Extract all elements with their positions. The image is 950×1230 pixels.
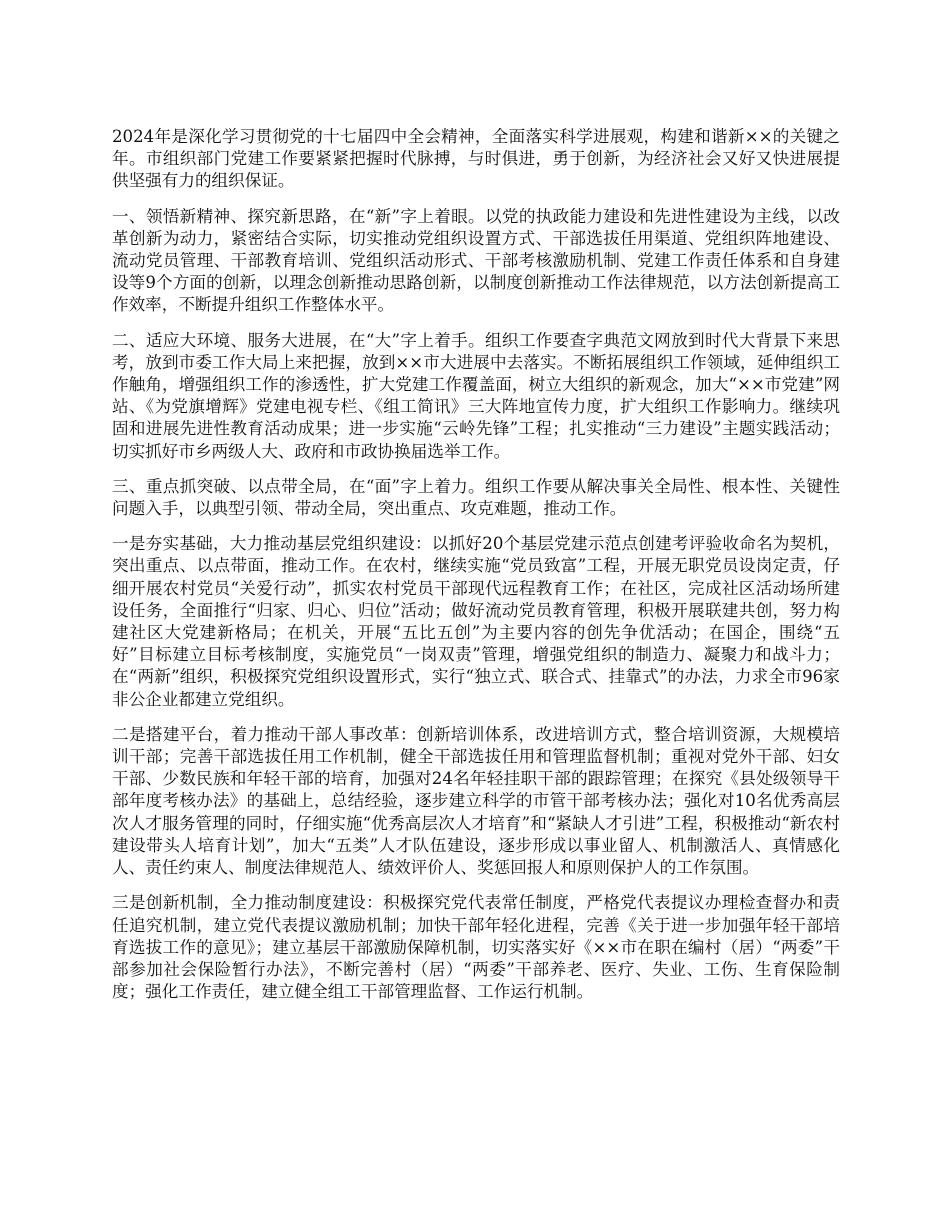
paragraph-point-1: 一是夯实基础，大力推动基层党组织建设：以抓好20个基层党建示范点创建考评验收命名为契机，突出重点、以点带面，推动工作。在农村，继续实施“党员致富”工程，开展无职党员设岗定责，仔细开展农村党员“关爱行动”，抓实农村党员干部现代远程教育工作；在社区，完成社区活动场所建设任务，全面推行“归家、归心、归位”活动；做好流动党员教育管理，积极开展联建共创，努力构建社区大党建新格局；在机关，开展“五比五创”为主要内容的创先争优活动；在国企，围绕“五好”目标建立目标考核制度，实施党员“一岗双责”管理，增强党组织的制造力、凝聚力和战斗力；在“两新”组织，积极探究党组织设置形式，实行“独立式、联合式、挂靠式”的办法，力求全市96家非公企业都建立党组织。 [112, 534, 840, 709]
paragraph-intro: 2024年是深化学习贯彻党的十七届四中全会精神，全面落实科学进展观，构建和谐新××的关键之年。市组织部门党建工作要紧紧把握时代脉搏，与时俱进，勇于创新，为经济社会又好又快进展提供坚强有力的组织保证。 [112, 127, 840, 191]
paragraph-section-3: 三、重点抓突破、以点带全局，在“面”字上着力。组织工作要从解决事关全局性、根本性、关键性问题入手，以典型引领、带动全局，突出重点、攻克难题，推动工作。 [112, 476, 840, 519]
document-body [112, 126, 840, 1016]
paragraph-point-3: 三是创新机制，全力推动制度建设：积极探究党代表常任制度，严格党代表提议办理检查督办和责任追究机制，建立党代表提议激励机制；加快干部年轻化进程，完善《关于进一步加强年轻干部培育选拔工作的意见》；建立基层干部激励保障机制，切实落实好《××市在职在编村（居）“两委”干部参加社会保险暂行办法》，不断完善村（居）“两委”干部养老、医疗、失业、工伤、生育保险制度；强化工作责任，建立健全组工干部管理监督、工作运行机制。 [112, 893, 840, 1002]
paragraph-section-1: 一、领悟新精神、探究新思路，在“新”字上着眼。以党的执政能力建设和先进性建设为主线，以改革创新为动力，紧密结合实际，切实推动党组织设置方式、干部选拔任用渠道、党组织阵地建设、流动党员管理、干部教育培训、党组织活动形式、干部考核激励机制、党建工作责任体系和自身建设等9个方面的创新，以理念创新推动思路创新，以制度创新推动工作法律规范，以方法创新提高工作效率，不断提升组织工作整体水平。 [112, 206, 840, 315]
paragraph-section-2: 二、适应大环境、服务大进展，在“大”字上着手。组织工作要查字典范文网放到时代大背景下来思考，放到市委工作大局上来把握，放到××市大进展中去落实。不断拓展组织工作领域，延伸组织工作触角，增强组织工作的渗透性，扩大党建工作覆盖面，树立大组织的新观念，加大“××市党建”网站、《为党旗增辉》党建电视专栏、《组工简讯》三大阵地宣传力度，扩大组织工作影响力。继续巩固和进展先进性教育活动成果；进一步实施“云岭先锋”工程；扎实推动“三力建设”主题实践活动；切实抓好市乡两级人大、政府和市政协换届选举工作。 [112, 330, 840, 461]
paragraph-point-2: 二是搭建平台，着力推动干部人事改革：创新培训体系，改进培训方式，整合培训资源，大规模培训干部；完善干部选拔任用工作机制，健全干部选拔任用和管理监督机制；重视对党外干部、妇女干部、少数民族和年轻干部的培育，加强对24名年轻挂职干部的跟踪管理；在探究《县处级领导干部年度考核办法》的基础上，总结经验，逐步建立科学的市管干部考核办法；强化对10名优秀高层次人才服务管理的同时，仔细实施“优秀高层次人才培育”和“紧缺人才引进”工程，积极推动“新农村建设带头人培育计划”，加大“五类”人才队伍建设，逐步形成以事业留人、机制激活人、真情感化人、责任约束人、制度法律规范人、绩效评价人、奖惩回报人和原则保护人的工作氛围。 [112, 724, 840, 878]
